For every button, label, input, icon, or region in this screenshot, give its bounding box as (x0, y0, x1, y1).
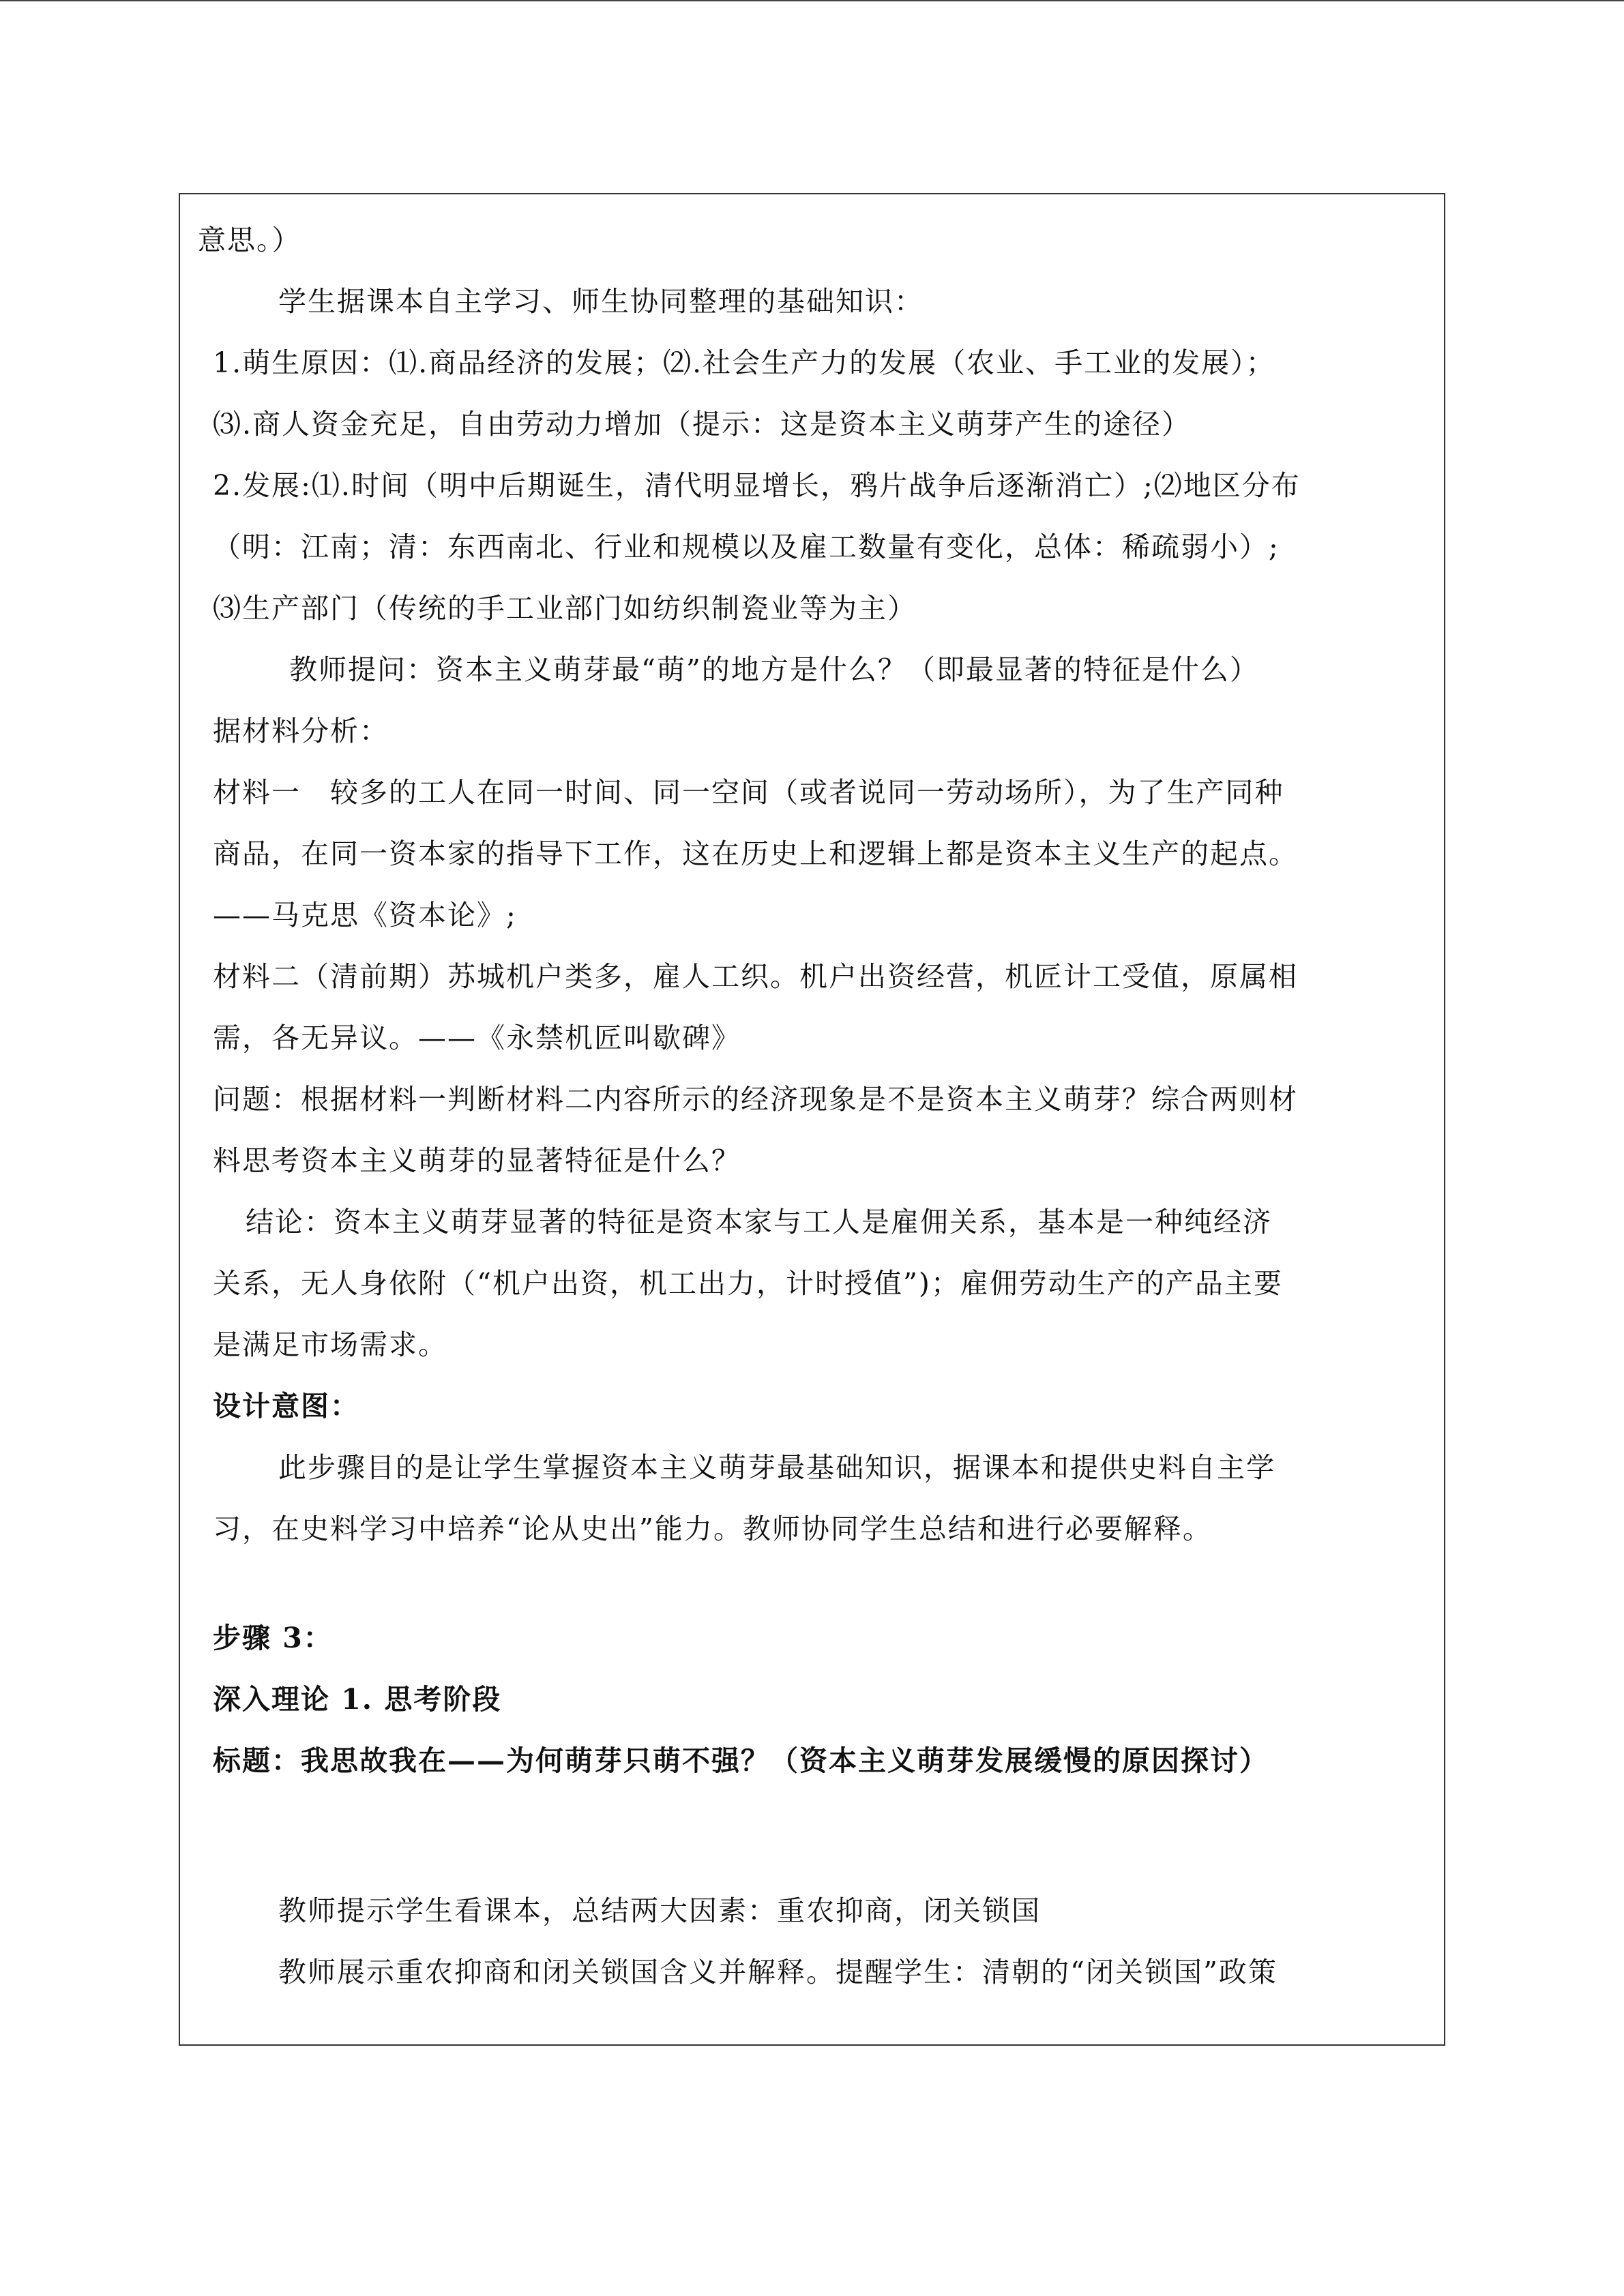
text-line: 需，各无异议。——《永禁机匠叫歇碑》 (213, 1022, 741, 1054)
text-line: 2.发展:⑴.时间（明中后期诞生，清代明显增长，鸦片战争后逐渐消亡）;⑵地区分布 (213, 469, 1301, 502)
text-line: 意思。） (198, 224, 301, 256)
text-line: 学生据课本自主学习、师生协同整理的基础知识： (278, 285, 924, 318)
paragraph-gap (213, 1791, 1427, 1880)
text-line: 此步骤目的是让学生掌握资本主义萌芽最基础知识，据课本和提供史料自主学 (278, 1451, 1275, 1484)
text-line: 1.萌生原因：⑴.商品经济的发展；⑵.社会生产力的发展（农业、手工业的发展）； (213, 346, 1275, 379)
document-content (198, 209, 1427, 2003)
text-line: 材料二（清前期）苏城机户类多，雇人工织。机户出资经营，机匠计工受值，原属相 (213, 960, 1298, 993)
text-line: （明：江南；清：东西南北、行业和规模以及雇工数量有变化，总体：稀疏弱小）; (213, 531, 1280, 563)
text-line: 是满足市场需求。 (213, 1328, 447, 1361)
text-line: ⑶生产部门（传统的手工业部门如纺织制瓷业等为主） (213, 592, 917, 625)
text-line: 教师提示学生看课本，总结两大因素：重农抑商，闭关锁国 (278, 1894, 1041, 1927)
text-line: ——马克思《资本论》; (213, 899, 517, 931)
text-line: 教师展示重农抑商和闭关锁国含义并解释。提醒学生：清朝的“闭关锁国”政策 (278, 1956, 1278, 1988)
text-line: 据材料分析： (213, 715, 389, 747)
text-line: 商品，在同一资本家的指导下工作，这在历史上和逻辑上都是资本主义生产的起点。 (213, 837, 1298, 870)
text-line: 结论：资本主义萌芽显著的特征是资本家与工人是雇佣关系，基本是一种纯经济 (246, 1206, 1272, 1238)
text-line: 关系，无人身依附（“机户出资，机工出力，计时授值”)；雇佣劳动生产的产品主要 (213, 1267, 1283, 1300)
text-line: 问题：根据材料一判断材料二内容所示的经济现象是不是资本主义萌芽？综合两则材 (213, 1083, 1298, 1116)
text-line: 习，在史料学习中培养“论从史出”能力。教师协同学生总结和进行必要解释。 (213, 1512, 1212, 1545)
step-heading: 步骤 3： (213, 1622, 333, 1654)
text-line: ⑶.商人资金充足，自由劳动力增加（提示：这是资本主义萌芽产生的途径） (213, 408, 1192, 441)
paragraph-gap (213, 1560, 1427, 1607)
title-heading: 标题：我思故我在——为何萌芽只萌不强？（资本主义萌芽发展缓慢的原因探讨） (213, 1744, 1269, 1777)
text-line: 料思考资本主义萌芽的显著特征是什么？ (213, 1144, 741, 1177)
document-frame (179, 193, 1445, 2046)
section-heading: 深入理论 1. 思考阶段 (213, 1683, 502, 1716)
text-line: 材料一 较多的工人在同一时间、同一空间（或者说同一劳动场所），为了生产同种 (213, 776, 1284, 809)
text-line: 教师提问：资本主义萌芽最“萌”的地方是什么？（即最显著的特征是什么） (289, 653, 1259, 686)
page-top-border (0, 0, 1624, 1)
section-heading: 设计意图： (213, 1390, 359, 1422)
